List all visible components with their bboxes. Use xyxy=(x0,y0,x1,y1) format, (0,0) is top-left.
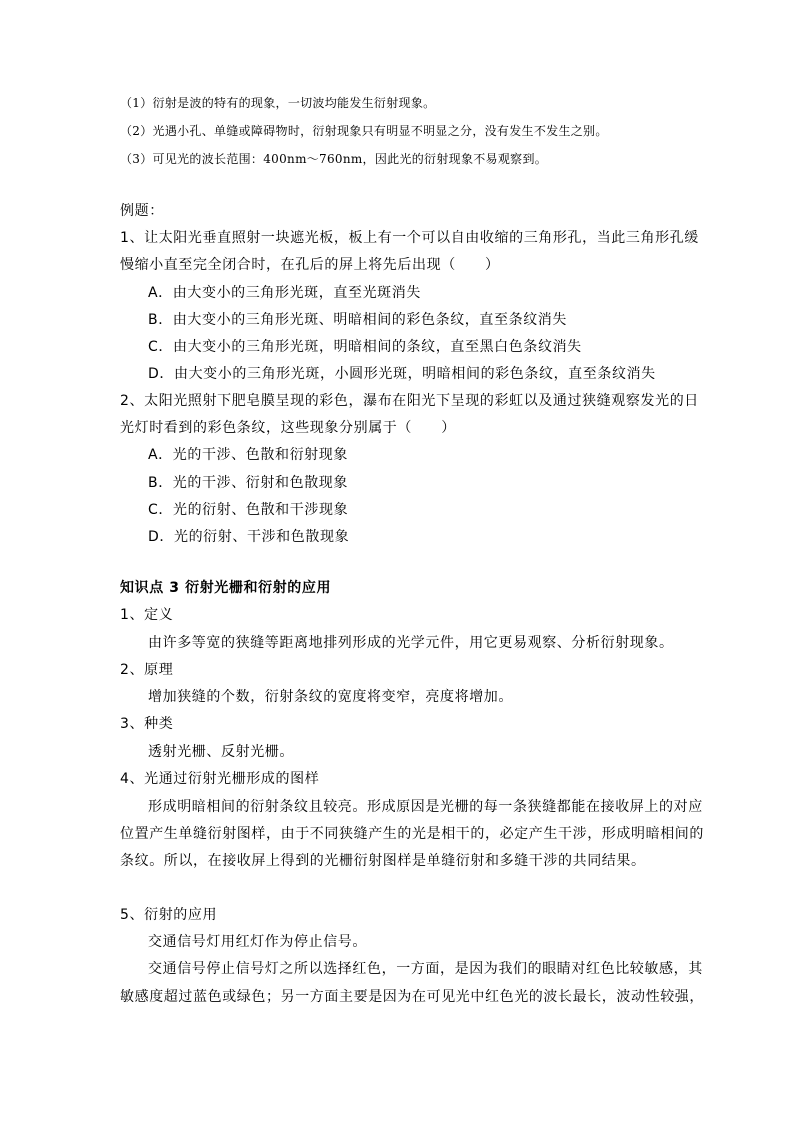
section-title: 知识点 3 衍射光栅和衍射的应用 xyxy=(120,580,332,596)
question-2-option-d: D．光的衍射、干涉和色散现象 xyxy=(148,529,350,545)
pattern-heading: 4、光通过衍射光栅形成的图样 xyxy=(120,771,320,787)
question-2-option-a: A．光的干涉、色散和衍射现象 xyxy=(148,447,348,463)
application-heading: 5、衍射的应用 xyxy=(120,907,218,923)
question-1-stem-line-2: 慢缩小直至完全闭合时，在孔后的屏上将先后出现（ ） xyxy=(120,257,500,273)
application-text-line-1: 交通信号灯用红灯作为停止信号。 xyxy=(148,934,367,950)
question-2-option-b: B．光的干涉、衍射和色散现象 xyxy=(148,475,349,491)
question-2-option-c: C．光的衍射、色散和干涉现象 xyxy=(148,502,349,518)
question-1-option-b: B．由大变小的三角形光斑、明暗相间的彩色条纹，直至条纹消失 xyxy=(148,312,568,328)
pattern-text-line-3: 条纹。所以，在接收屏上得到的光栅衍射图样是单缝衍射和多缝干涉的共同结果。 xyxy=(120,853,646,869)
note-3: （3）可见光的波长范围：400nm～760nm，因此光的衍射现象不易观察到。 xyxy=(120,152,548,166)
question-1-option-c: C．由大变小的三角形光斑，明暗相间的条纹，直至黑白色条纹消失 xyxy=(148,339,582,355)
examples-title: 例题： xyxy=(120,203,164,219)
question-1-option-a: A．由大变小的三角形光斑，直至光斑消失 xyxy=(148,285,421,301)
principle-heading: 2、原理 xyxy=(120,662,174,678)
application-text-line-2: 交通信号停止信号灯之所以选择红色，一方面，是因为我们的眼睛对红色比较敏感，其 xyxy=(148,961,703,977)
question-1-stem-line-1: 1、让太阳光垂直照射一块遮光板，板上有一个可以自由收缩的三角形孔，当此三角形孔缓 xyxy=(120,230,699,246)
pattern-text-line-1: 形成明暗相间的衍射条纹且较亮。形成原因是光栅的每一条狭缝都能在接收屏上的对应 xyxy=(148,799,703,815)
note-1: （1）衍射是波的特有的现象，一切波均能发生衍射现象。 xyxy=(120,96,436,110)
question-2-stem-line-1: 2、太阳光照射下肥皂膜呈现的彩色，瀑布在阳光下呈现的彩虹以及通过狭缝观察发光的日 xyxy=(120,393,699,409)
pattern-text-line-2: 位置产生单缝衍射图样，由于不同狭缝产生的光是相干的，必定产生干涉，形成明暗相间的 xyxy=(120,826,704,842)
types-text: 透射光栅、反射光栅。 xyxy=(148,744,294,760)
principle-text: 增加狭缝的个数，衍射条纹的宽度将变窄，亮度将增加。 xyxy=(148,689,513,705)
types-heading: 3、种类 xyxy=(120,716,174,732)
question-2-stem-line-2: 光灯时看到的彩色条纹，这些现象分别属于（ ） xyxy=(120,420,456,436)
application-text-line-3: 敏感度超过蓝色或绿色；另一方面主要是因为在可见光中红色光的波长最长，波动性较强， xyxy=(120,989,704,1005)
definition-heading: 1、定义 xyxy=(120,607,174,623)
note-2: （2）光遇小孔、单缝或障碍物时，衍射现象只有明显不明显之分，没有发生不发生之别。 xyxy=(120,124,608,138)
question-1-option-d: D．由大变小的三角形光斑，小圆形光斑，明暗相间的彩色条纹，直至条纹消失 xyxy=(148,366,656,382)
definition-text: 由许多等宽的狭缝等距离地排列形成的光学元件，用它更易观察、分析衍射现象。 xyxy=(148,635,674,651)
